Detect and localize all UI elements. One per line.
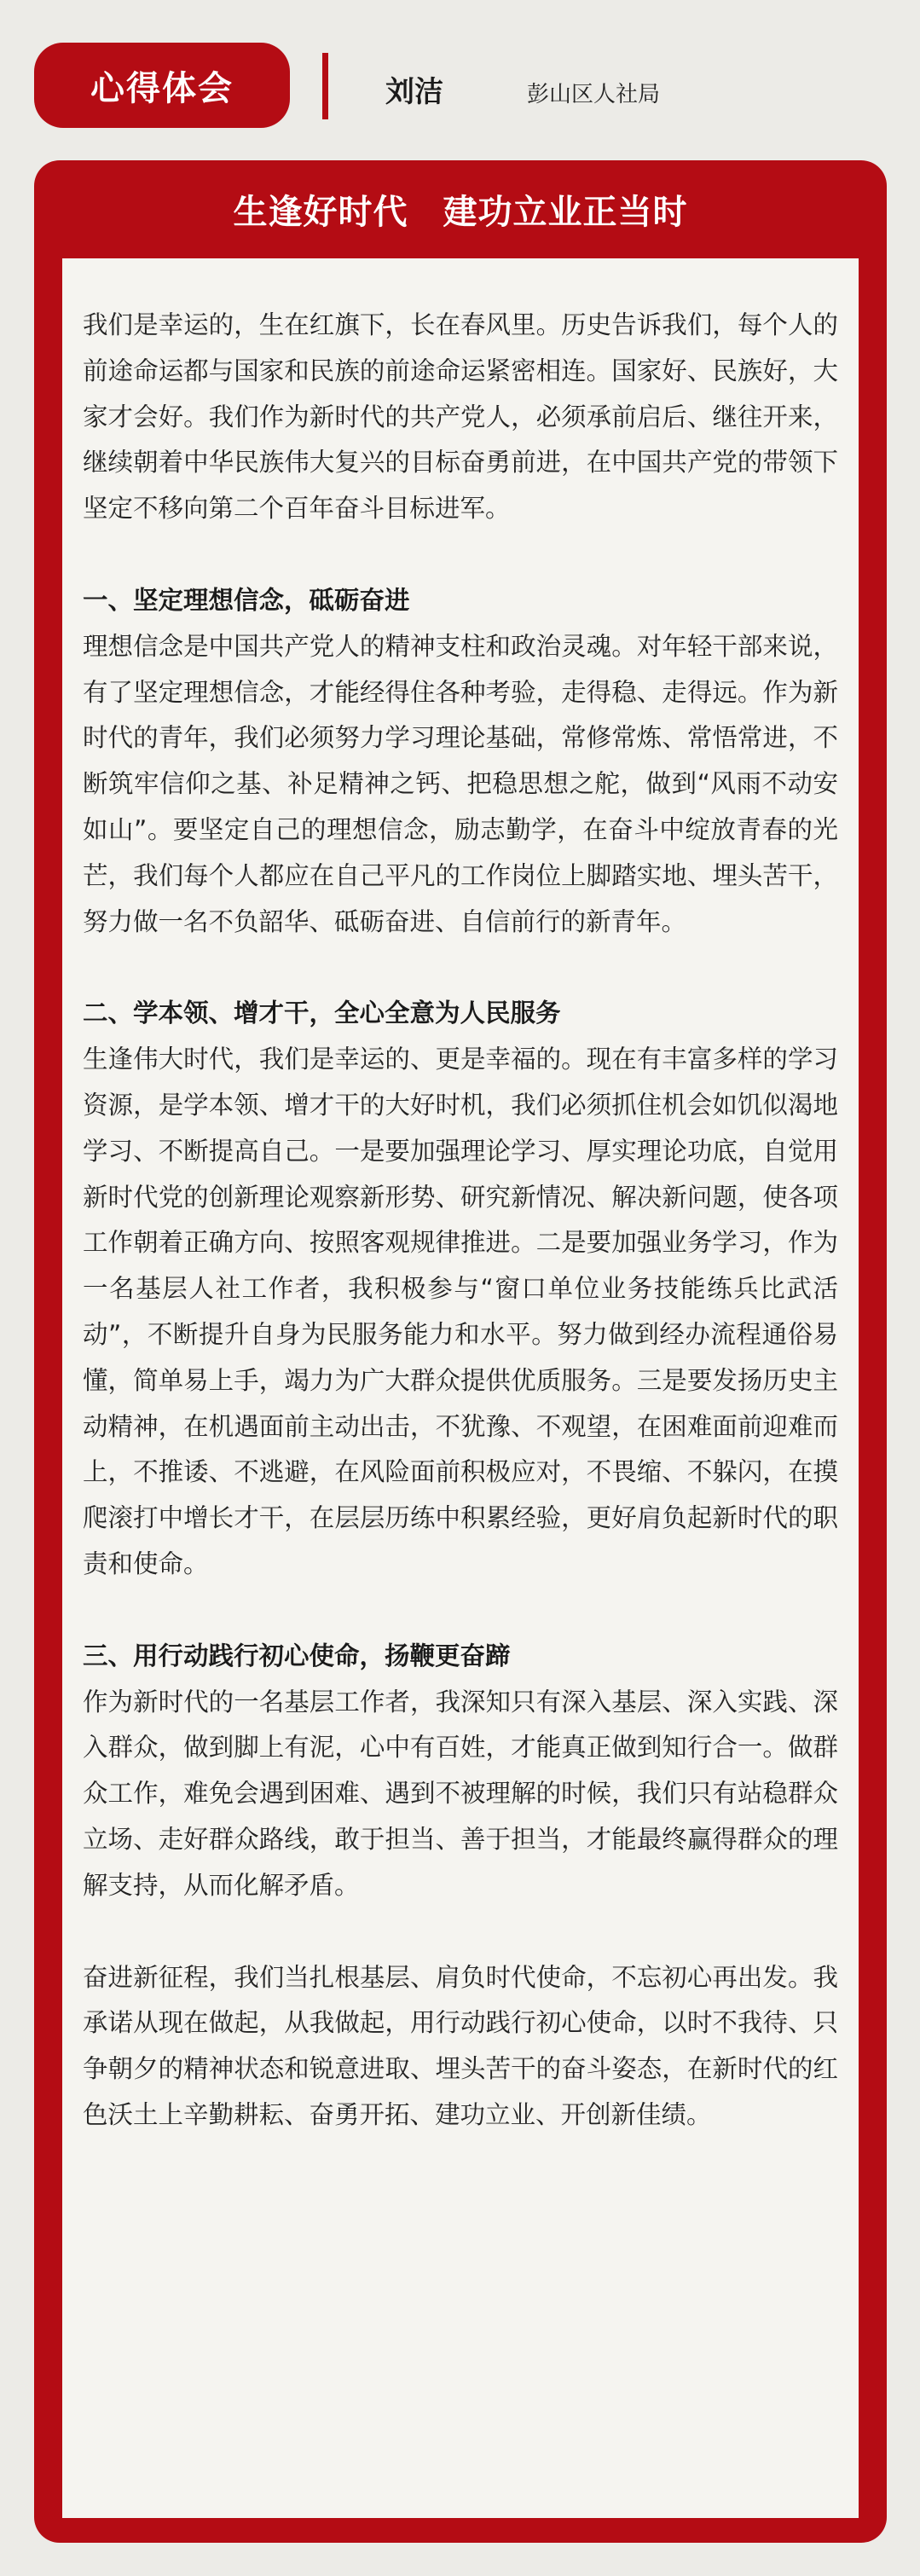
section-body-2: 生逢伟大时代，我们是幸运的、更是幸福的。现在有丰富多样的学习资源，是学本领、增才干的大好时机，我们必须抓住机会如饥似渴地学习、不断提高自己。一是要加强理论学习、厚实理论功底，自觉用新时代党的创新理论观察新形势、研究新情况、解决新问题，使各项工作朝着正确方向、按照客观规律推进。二是要加强业务学习，作为一名基层人社工作者，我积极参与“窗口单位业务技能练兵比武活动”，不断提升自身为民服务能力和水平。努力做到经办流程通俗易懂，简单易上手，竭力为广大群众提供优质服务。三是要发扬历史主动精神，在机遇面前主动出击，不犹豫、不观望，在困难面前迎难而上，不推诿、不逃避，在风险面前积极应对，不畏缩、不躲闪，在摸爬滚打中增长才干，在层层历练中积累经验，更好肩负起新时代的职责和使命。 [83,1045,838,1578]
section-heading-3: 三、用行动践行初心使命，扬鞭更奋蹄 [83,1641,511,1670]
author-organization: 彭山区人社局 [527,82,661,107]
section-body-3: 作为新时代的一名基层工作者，我深知只有深入基层、深入实践、深入群众，做到脚上有泥，心中有百姓，才能真正做到知行合一。做群众工作，难免会遇到困难、遇到不被理解的时候，我们只有站稳群众立场、走好群众路线，敢于担当、善于担当，才能最终赢得群众的理解支持，从而化解矛盾。 [83,1687,838,1900]
article-content [62,258,859,2518]
section-heading-1: 一、坚定理想信念，砥砺奋进 [83,585,410,615]
paragraph-gap [83,945,838,991]
section-body-1: 理想信念是中国共产党人的精神支柱和政治灵魂。对年轻干部来说，有了坚定理想信念，才能经得住各种考验，走得稳、走得远。作为新时代的青年，我们必须努力学习理论基础，常修常炼、常悟常进，不断筑牢信仰之基、补足精神之钙、把稳思想之舵，做到“风雨不动安如山”。要坚定自己的理想信念，励志勤学，在奋斗中绽放青春的光芒，我们每个人都应在自己平凡的工作岗位上脚踏实地、埋头苦干，努力做一名不负韶华、砥砺奋进、自信前行的新青年。 [83,631,838,936]
category-tag: 心得体会 [34,43,290,128]
article-card [34,160,887,2543]
conclusion-paragraph: 奋进新征程，我们当扎根基层、肩负时代使命，不忘初心再出发。我承诺从现在做起，从我做起，用行动践行初心使命，以时不我待、只争朝夕的精神状态和锐意进取、埋头苦干的奋斗姿态，在新时代的红色沃土上辛勤耕耘、奋勇开拓、建功立业、开创新佳绩。 [83,1962,838,2129]
section-heading-2: 二、学本领、增才干，全心全意为人民服务 [83,999,561,1028]
paragraph-gap [83,1588,838,1634]
paragraph-gap [83,1909,838,1955]
author-name: 刘洁 [385,75,443,109]
header [0,0,920,171]
intro-paragraph: 我们是幸运的，生在红旗下，长在春风里。历史告诉我们，每个人的前途命运都与国家和民族的前途命运紧密相连。国家好、民族好，大家才会好。我们作为新时代的共产党人，必须承前启后、继往开来，继续朝着中华民族伟大复兴的目标奋勇前进，在中国共产党的带领下坚定不移向第二个百年奋斗目标进军。 [83,310,838,524]
paragraph-gap [83,532,838,578]
article-title: 生逢好时代 建功立业正当时 [233,193,688,232]
header-divider [322,53,328,119]
